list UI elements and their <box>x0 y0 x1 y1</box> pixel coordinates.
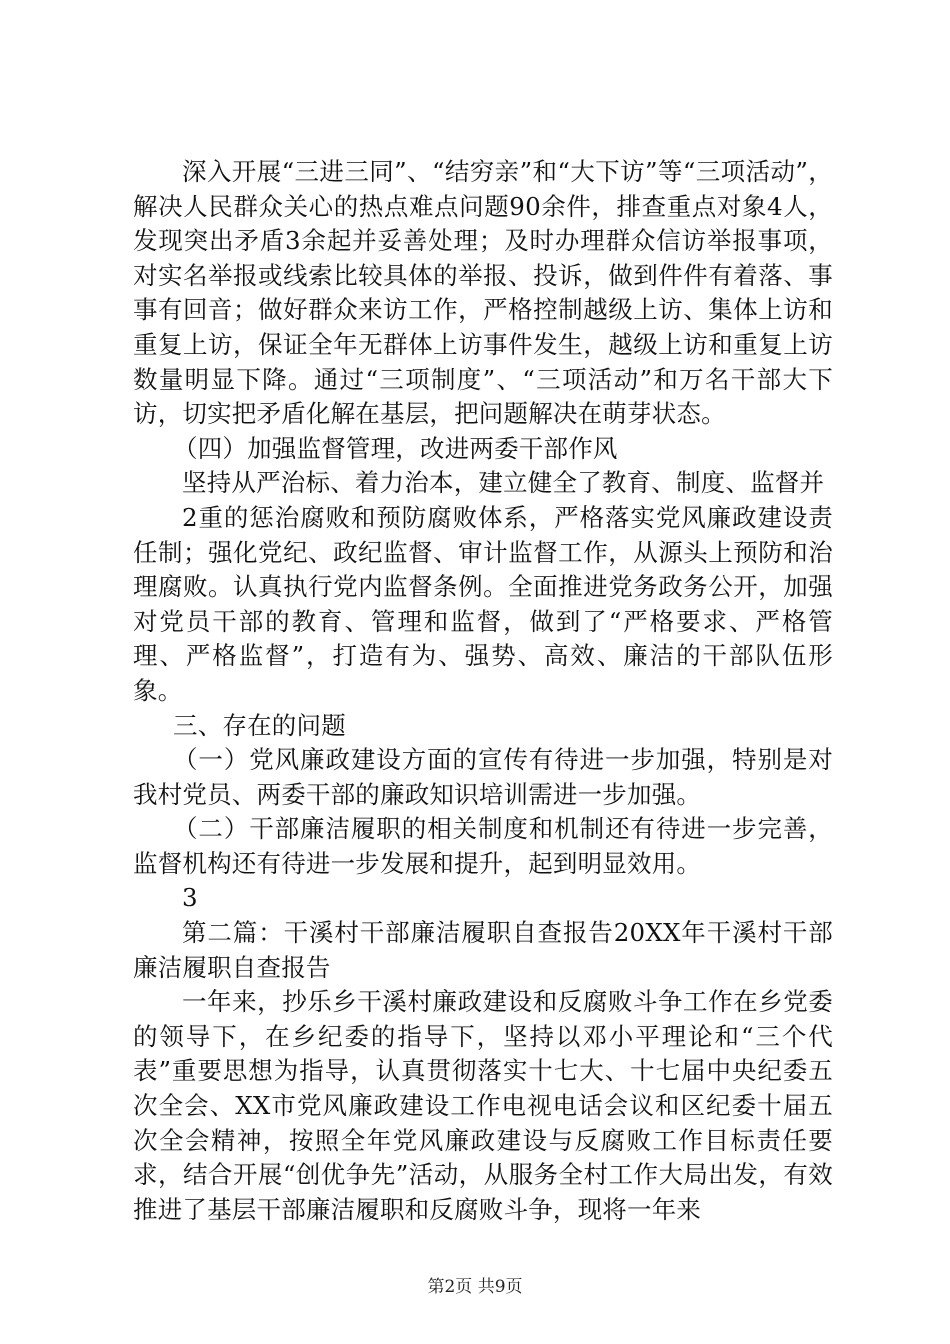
problem-item-1: （一）党风廉政建设方面的宣传有待进一步加强，特别是对我村党员、两委干部的廉政知识培训需进一步加强。 <box>133 745 833 809</box>
section-heading-problems: 三、存在的问题 <box>173 710 346 740</box>
page-footer: 第2页 共9页 <box>427 1277 523 1297</box>
paragraph-second-article-intro: 一年来，抄乐乡干溪村廉政建设和反腐败斗争工作在乡党委的领导下，在乡纪委的指导下，坚持以邓小平理论和“三个代表”重要思想为指导，认真贯彻落实十七大、十七届中央纪委五次全会、XX市党风廉政建设工作电视电话会议和区纪委十届五次全会精神，按照全年党风廉政建设与反腐败工作目标责任要求，结合开展“创优争先”活动，从服务全村工作大局出发，有效推进了基层干部廉洁履职和反腐败斗争，现将一年来 <box>133 987 833 1224</box>
problem-item-2: （二）干部廉洁履职的相关制度和机制还有待进一步完善，监督机构还有待进一步发展和提升，起到明显效用。 <box>133 814 833 878</box>
section-heading-supervision: （四）加强监督管理，改进两委干部作风 <box>173 433 618 463</box>
second-article-title: 第二篇：干溪村干部廉洁履职自查报告20XX年干溪村干部廉洁履职自查报告 <box>133 918 833 982</box>
document-body <box>133 155 833 1227</box>
page-marker-number: 3 <box>182 883 198 913</box>
paragraph-supervision-intro: 坚持从严治标、着力治本，建立健全了教育、制度、监督并 <box>182 468 825 498</box>
paragraph-three-activities: 深入开展“三进三同”、“结穷亲”和“大下访”等“三项活动”，解决人民群众关心的热点难点问题90余件，排查重点对象4人，发现突出矛盾3余起并妥善处理；及时办理群众信访举报事项，对实名举报或线索比较具体的举报、投诉，做到件件有着落、事事有回音；做好群众来访工作，严格控制越级上访、集体上访和重复上访，保证全年无群体上访事件发生，越级上访和重复上访数量明显下降。通过“三项制度”、“三项活动”和万名干部大下访，切实把矛盾化解在基层，把问题解决在萌芽状态。 <box>133 157 833 429</box>
paragraph-anti-corruption-system: 2重的惩治腐败和预防腐败体系，严格落实党风廉政建设责任制；强化党纪、政纪监督、审计监督工作，从源头上预防和治理腐败。认真执行党内监督条例。全面推进党务政务公开，加强对党员干部的教育、管理和监督，做到了“严格要求、严格管理、严格监督”，打造有为、强势、高效、廉洁的干部队伍形象。 <box>133 502 833 705</box>
